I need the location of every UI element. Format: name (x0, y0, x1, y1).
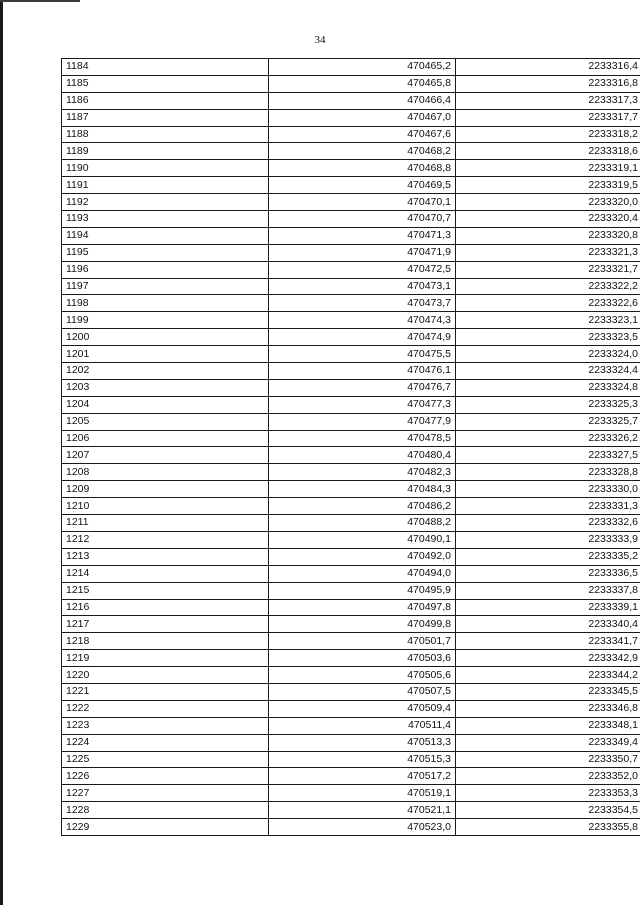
point-number-cell: 1225 (62, 751, 269, 768)
y-coordinate-cell: 2233332,6 (456, 515, 640, 532)
point-number-cell: 1197 (62, 278, 269, 295)
point-number-cell: 1185 (62, 75, 269, 92)
point-number-cell: 1228 (62, 802, 269, 819)
y-coordinate-cell: 2233316,4 (456, 59, 640, 76)
x-coordinate-cell: 470471,9 (269, 244, 456, 261)
x-coordinate-cell: 470477,3 (269, 396, 456, 413)
x-coordinate-cell: 470476,7 (269, 379, 456, 396)
y-coordinate-cell: 2233327,5 (456, 447, 640, 464)
point-number-cell: 1196 (62, 261, 269, 278)
y-coordinate-cell: 2233340,4 (456, 616, 640, 633)
point-number-cell: 1192 (62, 194, 269, 211)
y-coordinate-cell: 2233317,3 (456, 92, 640, 109)
y-coordinate-cell: 2233324,8 (456, 379, 640, 396)
table-row (62, 565, 640, 582)
y-coordinate-cell: 2233321,7 (456, 261, 640, 278)
x-coordinate-cell: 470499,8 (269, 616, 456, 633)
point-number-cell: 1189 (62, 143, 269, 160)
x-coordinate-cell: 470474,9 (269, 329, 456, 346)
y-coordinate-cell: 2233325,7 (456, 413, 640, 430)
point-number-cell: 1229 (62, 819, 269, 836)
x-coordinate-cell: 470523,0 (269, 819, 456, 836)
x-coordinate-cell: 470501,7 (269, 633, 456, 650)
table-row (62, 126, 640, 143)
point-number-cell: 1207 (62, 447, 269, 464)
point-number-cell: 1213 (62, 548, 269, 565)
point-number-cell: 1211 (62, 515, 269, 532)
table-row (62, 447, 640, 464)
point-number-cell: 1216 (62, 599, 269, 616)
x-coordinate-cell: 470484,3 (269, 481, 456, 498)
y-coordinate-cell: 2233339,1 (456, 599, 640, 616)
x-coordinate-cell: 470480,4 (269, 447, 456, 464)
table-row (62, 143, 640, 160)
table-row (62, 295, 640, 312)
x-coordinate-cell: 470468,8 (269, 160, 456, 177)
x-coordinate-cell: 470476,1 (269, 363, 456, 380)
table-row (62, 785, 640, 802)
point-number-cell: 1205 (62, 413, 269, 430)
x-coordinate-cell: 470486,2 (269, 498, 456, 515)
y-coordinate-cell: 2233318,2 (456, 126, 640, 143)
y-coordinate-cell: 2233350,7 (456, 751, 640, 768)
table-row (62, 396, 640, 413)
y-coordinate-cell: 2233342,9 (456, 650, 640, 667)
y-coordinate-cell: 2233341,7 (456, 633, 640, 650)
point-number-cell: 1208 (62, 464, 269, 481)
table-row (62, 413, 640, 430)
table-row (62, 548, 640, 565)
table-row (62, 802, 640, 819)
y-coordinate-cell: 2233344,2 (456, 667, 640, 684)
point-number-cell: 1217 (62, 616, 269, 633)
y-coordinate-cell: 2233337,8 (456, 582, 640, 599)
x-coordinate-cell: 470472,5 (269, 261, 456, 278)
point-number-cell: 1202 (62, 363, 269, 380)
point-number-cell: 1226 (62, 768, 269, 785)
point-number-cell: 1184 (62, 59, 269, 76)
table-row (62, 227, 640, 244)
y-coordinate-cell: 2233346,8 (456, 700, 640, 717)
y-coordinate-cell: 2233355,8 (456, 819, 640, 836)
table-row (62, 717, 640, 734)
table-row (62, 261, 640, 278)
x-coordinate-cell: 470509,4 (269, 700, 456, 717)
table-row (62, 515, 640, 532)
point-number-cell: 1201 (62, 346, 269, 363)
x-coordinate-cell: 470519,1 (269, 785, 456, 802)
table-row (62, 59, 640, 76)
table-row (62, 109, 640, 126)
table-row (62, 177, 640, 194)
x-coordinate-cell: 470470,1 (269, 194, 456, 211)
table-row (62, 599, 640, 616)
table-row (62, 531, 640, 548)
point-number-cell: 1199 (62, 312, 269, 329)
x-coordinate-cell: 470515,3 (269, 751, 456, 768)
y-coordinate-cell: 2233324,0 (456, 346, 640, 363)
table-row (62, 768, 640, 785)
x-coordinate-cell: 470507,5 (269, 683, 456, 700)
point-number-cell: 1212 (62, 531, 269, 548)
y-coordinate-cell: 2233330,0 (456, 481, 640, 498)
x-coordinate-cell: 470492,0 (269, 548, 456, 565)
x-coordinate-cell: 470482,3 (269, 464, 456, 481)
y-coordinate-cell: 2233333,9 (456, 531, 640, 548)
y-coordinate-cell: 2233352,0 (456, 768, 640, 785)
table-row (62, 379, 640, 396)
table-row (62, 498, 640, 515)
point-number-cell: 1190 (62, 160, 269, 177)
y-coordinate-cell: 2233322,6 (456, 295, 640, 312)
point-number-cell: 1215 (62, 582, 269, 599)
y-coordinate-cell: 2233319,1 (456, 160, 640, 177)
x-coordinate-cell: 470465,8 (269, 75, 456, 92)
x-coordinate-cell: 470475,5 (269, 346, 456, 363)
x-coordinate-cell: 470511,4 (269, 717, 456, 734)
point-number-cell: 1195 (62, 244, 269, 261)
x-coordinate-cell: 470465,2 (269, 59, 456, 76)
point-number-cell: 1221 (62, 683, 269, 700)
point-number-cell: 1219 (62, 650, 269, 667)
table-row (62, 650, 640, 667)
y-coordinate-cell: 2233328,8 (456, 464, 640, 481)
x-coordinate-cell: 470470,7 (269, 211, 456, 228)
table-row (62, 211, 640, 228)
x-coordinate-cell: 470490,1 (269, 531, 456, 548)
table-row (62, 92, 640, 109)
y-coordinate-cell: 2233353,3 (456, 785, 640, 802)
y-coordinate-cell: 2233345,5 (456, 683, 640, 700)
y-coordinate-cell: 2233354,5 (456, 802, 640, 819)
y-coordinate-cell: 2233320,8 (456, 227, 640, 244)
coordinates-table-body (62, 59, 640, 836)
table-row (62, 278, 640, 295)
x-coordinate-cell: 470505,6 (269, 667, 456, 684)
y-coordinate-cell: 2233319,5 (456, 177, 640, 194)
x-coordinate-cell: 470478,5 (269, 430, 456, 447)
x-coordinate-cell: 470467,6 (269, 126, 456, 143)
y-coordinate-cell: 2233325,3 (456, 396, 640, 413)
y-coordinate-cell: 2233349,4 (456, 734, 640, 751)
table-row (62, 633, 640, 650)
table-row (62, 819, 640, 836)
table-row (62, 160, 640, 177)
x-coordinate-cell: 470474,3 (269, 312, 456, 329)
point-number-cell: 1209 (62, 481, 269, 498)
y-coordinate-cell: 2233324,4 (456, 363, 640, 380)
point-number-cell: 1198 (62, 295, 269, 312)
x-coordinate-cell: 470473,1 (269, 278, 456, 295)
x-coordinate-cell: 470494,0 (269, 565, 456, 582)
table-row (62, 481, 640, 498)
point-number-cell: 1200 (62, 329, 269, 346)
table-row (62, 683, 640, 700)
table-row (62, 667, 640, 684)
x-coordinate-cell: 470467,0 (269, 109, 456, 126)
y-coordinate-cell: 2233335,2 (456, 548, 640, 565)
point-number-cell: 1186 (62, 92, 269, 109)
point-number-cell: 1193 (62, 211, 269, 228)
table-row (62, 194, 640, 211)
table-row (62, 75, 640, 92)
y-coordinate-cell: 2233320,0 (456, 194, 640, 211)
point-number-cell: 1223 (62, 717, 269, 734)
y-coordinate-cell: 2233322,2 (456, 278, 640, 295)
table-row (62, 363, 640, 380)
table-row (62, 346, 640, 363)
y-coordinate-cell: 2233316,8 (456, 75, 640, 92)
y-coordinate-cell: 2233348,1 (456, 717, 640, 734)
x-coordinate-cell: 470517,2 (269, 768, 456, 785)
y-coordinate-cell: 2233323,5 (456, 329, 640, 346)
x-coordinate-cell: 470488,2 (269, 515, 456, 532)
table-row (62, 312, 640, 329)
point-number-cell: 1220 (62, 667, 269, 684)
point-number-cell: 1214 (62, 565, 269, 582)
x-coordinate-cell: 470468,2 (269, 143, 456, 160)
point-number-cell: 1188 (62, 126, 269, 143)
y-coordinate-cell: 2233336,5 (456, 565, 640, 582)
point-number-cell: 1204 (62, 396, 269, 413)
x-coordinate-cell: 470473,7 (269, 295, 456, 312)
table-row (62, 329, 640, 346)
y-coordinate-cell: 2233323,1 (456, 312, 640, 329)
point-number-cell: 1187 (62, 109, 269, 126)
point-number-cell: 1218 (62, 633, 269, 650)
table-row (62, 700, 640, 717)
point-number-cell: 1210 (62, 498, 269, 515)
table-row (62, 751, 640, 768)
y-coordinate-cell: 2233331,3 (456, 498, 640, 515)
point-number-cell: 1191 (62, 177, 269, 194)
y-coordinate-cell: 2233321,3 (456, 244, 640, 261)
y-coordinate-cell: 2233318,6 (456, 143, 640, 160)
table-row (62, 616, 640, 633)
point-number-cell: 1194 (62, 227, 269, 244)
page-number: 34 (314, 34, 326, 46)
y-coordinate-cell: 2233317,7 (456, 109, 640, 126)
x-coordinate-cell: 470503,6 (269, 650, 456, 667)
point-number-cell: 1222 (62, 700, 269, 717)
point-number-cell: 1224 (62, 734, 269, 751)
x-coordinate-cell: 470497,8 (269, 599, 456, 616)
point-number-cell: 1203 (62, 379, 269, 396)
point-number-cell: 1206 (62, 430, 269, 447)
x-coordinate-cell: 470477,9 (269, 413, 456, 430)
y-coordinate-cell: 2233320,4 (456, 211, 640, 228)
x-coordinate-cell: 470521,1 (269, 802, 456, 819)
x-coordinate-cell: 470495,9 (269, 582, 456, 599)
y-coordinate-cell: 2233326,2 (456, 430, 640, 447)
x-coordinate-cell: 470469,5 (269, 177, 456, 194)
scan-edge-left (0, 0, 3, 905)
x-coordinate-cell: 470466,4 (269, 92, 456, 109)
table-row (62, 430, 640, 447)
point-number-cell: 1227 (62, 785, 269, 802)
table-row (62, 464, 640, 481)
table-row (62, 244, 640, 261)
coordinates-table (61, 58, 640, 836)
x-coordinate-cell: 470471,3 (269, 227, 456, 244)
table-row (62, 734, 640, 751)
x-coordinate-cell: 470513,3 (269, 734, 456, 751)
table-row (62, 582, 640, 599)
scan-edge-top (0, 0, 80, 2)
